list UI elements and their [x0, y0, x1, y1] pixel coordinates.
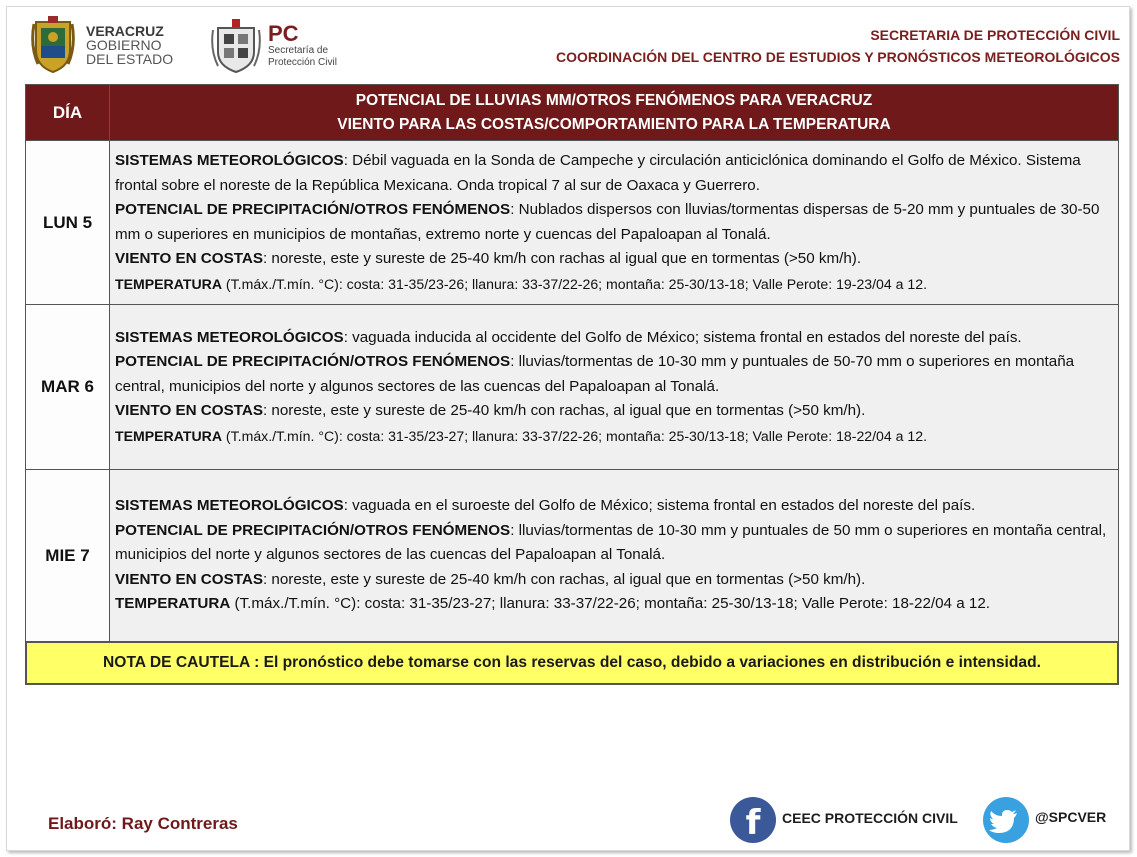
table-row: [26, 470, 1119, 642]
day-label: MAR 6: [26, 305, 110, 470]
twitter-link[interactable]: @SPCVER: [1035, 809, 1107, 825]
systems-text: : Débil vaguada en la Sonda de Campeche y circulación anticiclónica dominando el Golfo de México. Sistema frontal sobre el noreste de la República Mexicana. Onda tropical 7 al sur de Oaxaca y Guerrero.: [115, 152, 1081, 194]
forecast-column-header: [110, 85, 1119, 141]
systems-label: SISTEMAS METEOROLÓGICOS: [115, 328, 344, 346]
systems-paragraph: [115, 149, 1114, 198]
temperature-label: TEMPERATURA: [115, 595, 231, 613]
twitter-icon[interactable]: [983, 797, 1029, 843]
systems-label: SISTEMAS METEOROLÓGICOS: [115, 497, 344, 515]
temperature-label: TEMPERATURA: [115, 427, 223, 444]
pc-logo: [210, 18, 337, 74]
forecast-header-line-1: POTENCIAL DE LLUVIAS MM/OTROS FENÓMENOS PARA VERACRUZ: [355, 91, 873, 109]
temperature-text: (T.máx./T.mín. °C): costa: 31-35/23-27; llanura: 33-37/22-26; montaña: 25-30/13-18; Valle Perote: 18-22/04 a 12.: [230, 595, 990, 613]
agency-name: SECRETARIA DE PROTECCIÓN CIVIL: [870, 27, 1120, 43]
wind-text: : noreste, este y sureste de 25-40 km/h con rachas al igual que en tormentas (>50 km/h).: [262, 250, 862, 267]
precipitation-text: : Nublados dispersos con lluvias/tormentas dispersas de 5-20 mm y puntuales de 30-50 mm o superiores en municipios de montañas, extremo norte y cuencas del Papaloapan al Tonalá.: [115, 201, 1100, 243]
veracruz-logo: [30, 16, 173, 74]
pc-subtitle-2: Protección Civil: [268, 57, 337, 68]
table-row: [26, 141, 1119, 305]
forecast-header-line-2: VIENTO PARA LAS COSTAS/COMPORTAMIENTO PARA LA TEMPERATURA: [337, 115, 891, 133]
pc-subtitle-1: Secretaría de: [268, 45, 329, 56]
veracruz-title: VERACRUZ: [86, 23, 164, 39]
wind-text: : noreste, este y sureste de 25-40 km/h con rachas, al igual que en tormentas (>50 km/h).: [262, 402, 866, 420]
wind-label: VIENTO EN COSTAS: [115, 250, 263, 267]
temperature-label: TEMPERATURA: [115, 275, 223, 292]
systems-text: : vaguada en el suroeste del Golfo de México; sistema frontal en estados del noreste del país.: [343, 497, 976, 515]
precipitation-label: POTENCIAL DE PRECIPITACIÓN/OTROS FENÓMENOS: [115, 353, 511, 371]
agency-header: [556, 24, 1120, 68]
veracruz-subtitle-2: DEL ESTADO: [86, 51, 174, 67]
precipitation-label: POTENCIAL DE PRECIPITACIÓN/OTROS FENÓMENOS: [115, 201, 511, 218]
agency-department: COORDINACIÓN DEL CENTRO DE ESTUDIOS Y PRONÓSTICOS METEOROLÓGICOS: [556, 49, 1120, 65]
wind-paragraph: [115, 247, 1114, 272]
forecast-cell: [110, 305, 1119, 470]
systems-paragraph: [115, 326, 1114, 351]
forecast-table: [25, 84, 1119, 642]
systems-label: SISTEMAS METEOROLÓGICOS: [115, 152, 344, 169]
wind-label: VIENTO EN COSTAS: [115, 402, 263, 420]
temperature-paragraph: [115, 424, 1114, 449]
wind-paragraph: [115, 399, 1114, 424]
precipitation-text: : lluvias/tormentas de 10-30 mm y puntuales de 50 mm o superiores en montaña central, municipios del norte y algunos sectores de las cuencas del Papaloapan al Tonalá.: [115, 521, 1107, 564]
veracruz-shield-icon: [30, 16, 76, 74]
pc-title: PC: [268, 21, 299, 46]
day-label: MIE 7: [26, 470, 110, 642]
wind-paragraph: [115, 568, 1114, 593]
precipitation-paragraph: [115, 198, 1114, 247]
forecast-cell: [110, 470, 1119, 642]
wind-text: : noreste, este y sureste de 25-40 km/h con rachas, al igual que en tormentas (>50 km/h).: [262, 570, 866, 588]
day-column-header: DÍA: [26, 85, 110, 141]
temperature-text: (T.máx./T.mín. °C): costa: 31-35/23-26; llanura: 33-37/22-26; montaña: 25-30/13-18; Valle Perote: 19-23/04 a 12.: [222, 275, 927, 292]
table-row: [26, 305, 1119, 470]
precipitation-text: : lluvias/tormentas de 10-30 mm y puntuales de 50-70 mm o superiores en montaña central, municipios del norte y algunos sectores de las cuencas del Papaloapan al Tonalá.: [115, 353, 1075, 395]
temperature-paragraph: [115, 272, 1114, 297]
wind-label: VIENTO EN COSTAS: [115, 570, 263, 588]
table-header-row: [26, 85, 1119, 141]
veracruz-subtitle-1: GOBIERNO: [86, 37, 162, 53]
author-credit: Elaboró: Ray Contreras: [48, 814, 238, 833]
facebook-icon[interactable]: f: [730, 797, 776, 843]
forecast-cell: [110, 141, 1119, 305]
temperature-paragraph: [115, 592, 1114, 617]
precipitation-paragraph: [115, 350, 1114, 399]
systems-text: : vaguada inducida al occidente del Golfo de México; sistema frontal en estados del noreste del país.: [343, 328, 1022, 346]
caution-note: NOTA DE CAUTELA : El pronóstico debe tomarse con las reservas del caso, debido a variaciones en distribución e intensidad.: [25, 641, 1119, 685]
precipitation-paragraph: [115, 519, 1114, 568]
precipitation-label: POTENCIAL DE PRECIPITACIÓN/OTROS FENÓMENOS: [115, 521, 511, 539]
systems-paragraph: [115, 494, 1114, 519]
pc-emblem-icon: [210, 18, 262, 74]
facebook-link[interactable]: CEEC PROTECCIÓN CIVIL: [782, 810, 958, 826]
day-label: LUN 5: [26, 141, 110, 305]
temperature-text: (T.máx./T.mín. °C): costa: 31-35/23-27; llanura: 33-37/22-26; montaña: 25-30/13-18; Valle Perote: 18-22/04 a 12.: [222, 427, 927, 444]
